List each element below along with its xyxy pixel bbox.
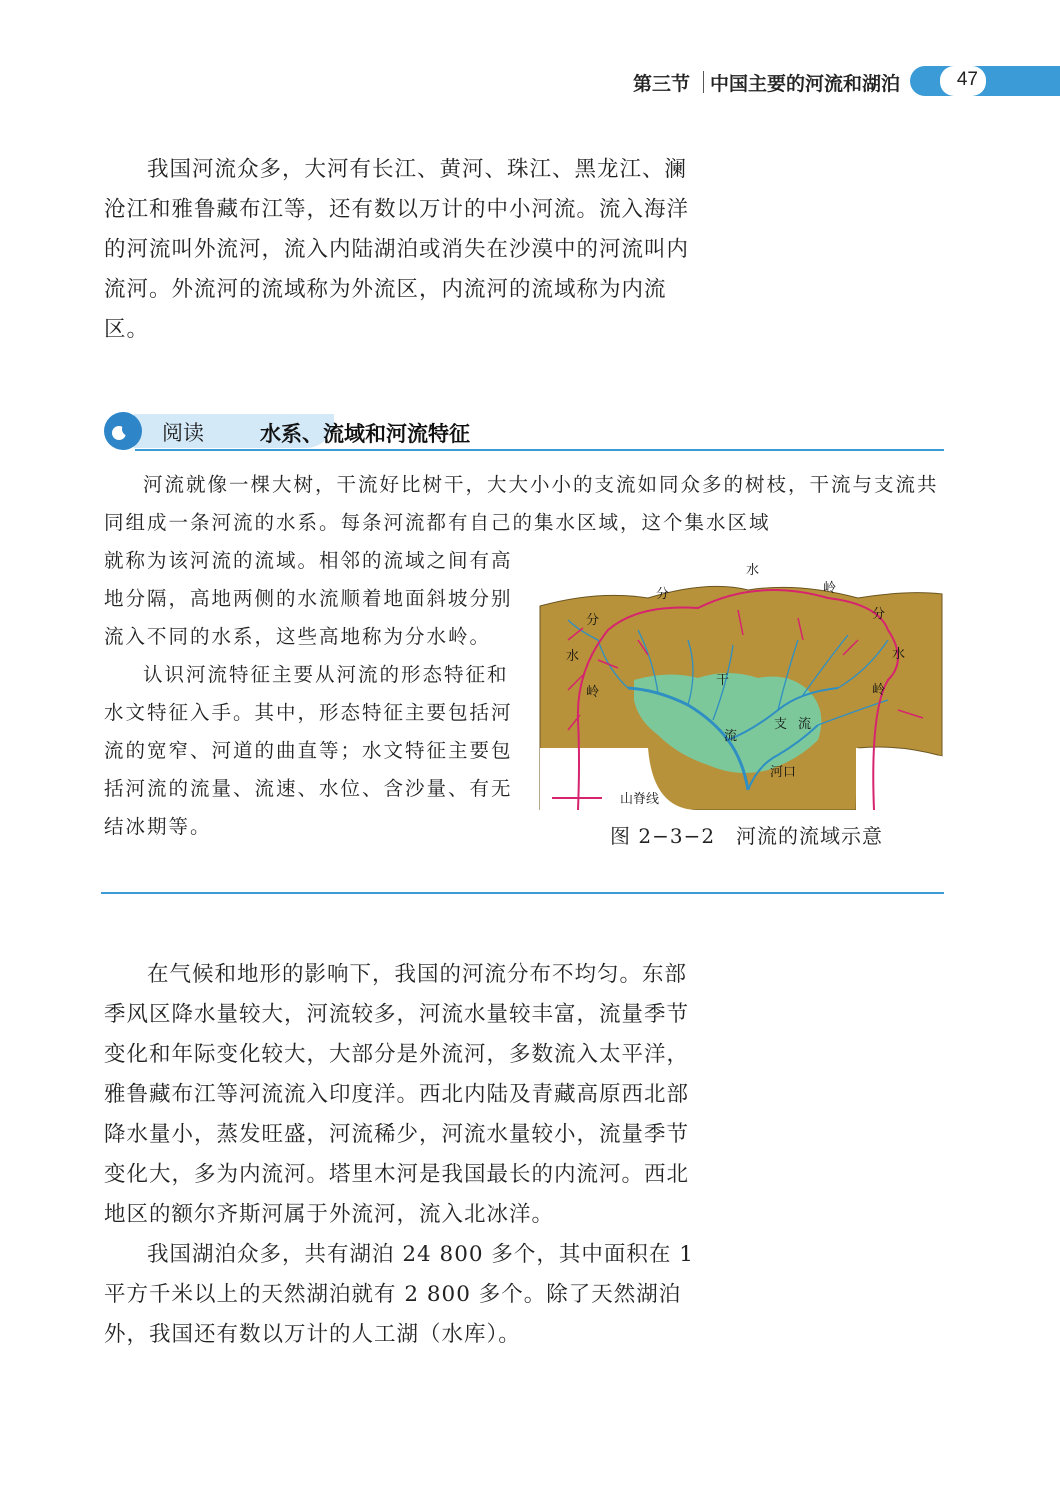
paragraph: 我国湖泊众多，共有湖泊 24 800 多个，其中面积在 1 平方千米以上的天然湖泊就有 2 800 多个。除了天然湖泊外，我国还有数以万计的人工湖（水库）。 <box>104 1242 694 1347</box>
label-fen: 分 <box>656 587 670 602</box>
reading-tag-label: 阅读 <box>162 421 204 445</box>
label-zhi: 支 <box>774 717 788 732</box>
reading-left-text: 就称为该河流的流域。相邻的流域之间有高地分隔，高地两侧的水流顺着地面斜坡分别流入不同的水系，这些高地称为分水岭。 <box>104 549 513 648</box>
paragraph: 我国河流众多，大河有长江、黄河、珠江、黑龙江、澜沧江和雅鲁藏布江等，还有数以万计的中小河流。流入海洋的河流叫外流河，流入内陆湖泊或消失在沙漠中的河流叫内流河。外流河的流域称为外流区，内流河的流域称为内流区。 <box>104 157 690 342</box>
bottom-paragraph-block <box>104 955 694 1355</box>
reading-title: 水系、流域和河流特征 <box>260 422 470 446</box>
reading-header <box>104 410 944 452</box>
reading-left-column <box>104 542 514 846</box>
section-label: 第三节 <box>632 73 690 95</box>
label-ling-left: 岭 <box>586 685 600 700</box>
label-ling: 岭 <box>823 581 837 596</box>
label-shui: 水 <box>746 563 760 578</box>
river-basin-figure <box>538 560 944 810</box>
chapter-title: 中国主要的河流和湖泊 <box>709 73 900 95</box>
reading-intro-text: 河流就像一棵大树，干流好比树干，大大小小的支流如同众多的树枝，干流与支流共同组成一条河流的水系。每条河流都有自己的集水区域，这个集水区域 <box>104 473 939 534</box>
figure-caption: 图 2−3−2 河流的流域示意 <box>610 824 884 848</box>
intro-paragraph-block <box>104 150 694 350</box>
label-fen-right: 分 <box>872 607 886 622</box>
label-shui-right: 水 <box>892 647 906 662</box>
paragraph: 在气候和地形的影响下，我国的河流分布不均匀。东部季风区降水量较大，河流较多，河流水量较丰富，流量季节变化和年际变化较大，大部分是外流河，多数流入太平洋，雅鲁藏布江等河流流入印度洋。西北内陆及青藏高原西北部降水量小，蒸发旺盛，河流稀少，河流水量较小，流量季节变化大，多为内流河。塔里木河是我国最长的内流河。西北地区的额尔齐斯河属于外流河，流入北冰洋。 <box>104 962 690 1227</box>
label-hekou: 河口 <box>770 765 797 780</box>
label-zhiliu: 流 <box>798 717 812 732</box>
reading-left-text-2: 认识河流特征主要从河流的形态特征和水文特征入手。其中，形态特征主要包括河流的宽窄、河道的曲直等；水文特征主要包括河流的流量、流速、水位、含沙量、有无结冰期等。 <box>104 663 513 838</box>
page-header <box>600 62 1060 100</box>
reading-icon <box>104 412 142 450</box>
label-shui-left: 水 <box>566 649 580 664</box>
label-fen-left: 分 <box>586 613 600 628</box>
page-number: 47 <box>956 69 978 90</box>
reading-bottom-rule <box>101 892 944 894</box>
label-gan: 干 <box>716 673 730 688</box>
reading-top-rule <box>135 449 944 451</box>
legend-label: 山脊线 <box>620 792 660 807</box>
label-liu: 流 <box>724 729 738 744</box>
label-ling-right: 岭 <box>872 683 886 698</box>
legend-swatch <box>552 797 602 799</box>
header-divider <box>703 71 704 93</box>
reading-intro <box>104 466 944 542</box>
